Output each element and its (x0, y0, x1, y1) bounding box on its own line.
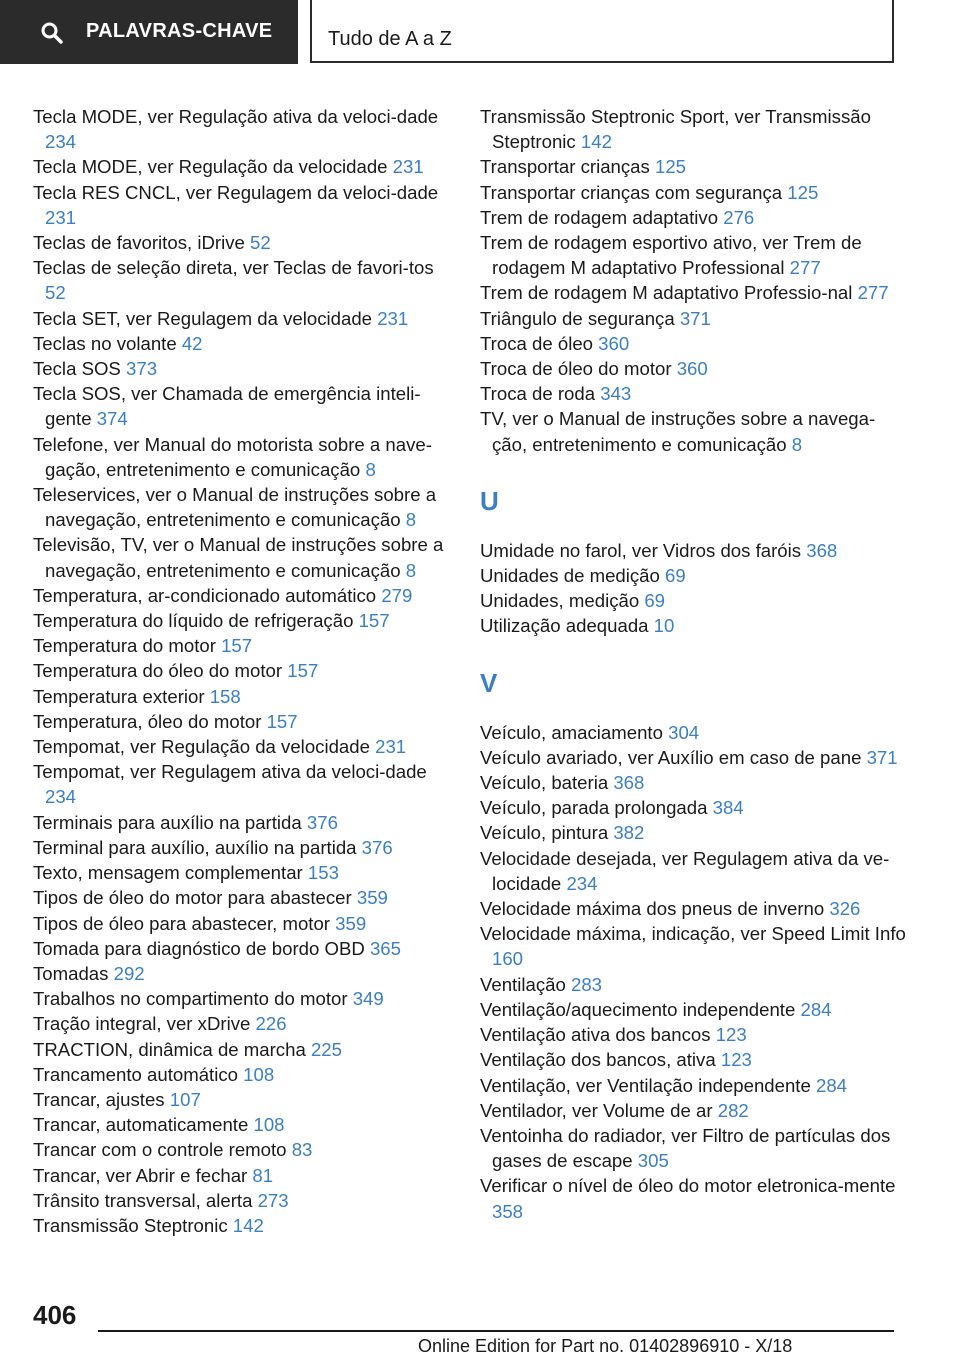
index-entry (33, 734, 453, 759)
index-entry (480, 406, 910, 456)
index-entry (33, 911, 453, 936)
index-entry (480, 820, 910, 845)
page-link[interactable]: 42 (181, 332, 203, 354)
index-entry (480, 154, 910, 179)
page-link[interactable]: 284 (800, 998, 832, 1020)
index-entry-text: Ventilação, ver Ventilação independente (480, 1074, 816, 1096)
index-entry-text: Temperatura exterior (33, 685, 210, 707)
index-entry (33, 104, 453, 154)
index-entry-text: Terminal para auxílio, auxílio na partida (33, 836, 362, 858)
index-entry (33, 684, 453, 709)
index-entry (480, 104, 910, 154)
page-link[interactable]: 374 (96, 408, 128, 430)
index-entry-text: Ventilação (480, 973, 571, 995)
index-entry-text: Verificar o nível de óleo do motor eletronica‐mente (480, 1175, 896, 1197)
page-link[interactable]: 108 (243, 1063, 275, 1085)
page-link[interactable]: 358 (492, 1200, 524, 1222)
index-entry-text: Umidade no farol, ver Vidros dos faróis (480, 539, 807, 561)
page-link[interactable]: 277 (857, 282, 889, 304)
index-entry (480, 997, 910, 1022)
page-link[interactable]: 234 (45, 131, 77, 153)
index-entry-text: Veículo, amaciamento (480, 721, 669, 743)
page-link[interactable]: 10 (653, 615, 675, 637)
page-link[interactable]: 365 (369, 937, 401, 959)
page-link[interactable]: 160 (492, 948, 524, 970)
index-entry-text: Tecla SOS (33, 358, 127, 380)
index-entry-text: Ventilador, ver Volume de ar (480, 1099, 718, 1121)
page-link[interactable]: 153 (307, 862, 339, 884)
index-entry (33, 306, 453, 331)
index-entry-text: Troca de óleo do motor (480, 358, 677, 380)
a-to-z-tab-label: Tudo de A a Z (328, 28, 452, 50)
index-entry-text: Teleservices, ver o Manual de instruções sobre a navegação, entretenimento e comunicação (33, 484, 437, 531)
index-entry (480, 205, 910, 230)
page-link[interactable]: 226 (255, 1013, 287, 1035)
index-entry (480, 1098, 910, 1123)
index-entry (33, 1011, 453, 1036)
index-entry-text: Tomadas (33, 962, 114, 984)
page-link[interactable]: 360 (676, 358, 708, 380)
page-link[interactable]: 304 (668, 721, 700, 743)
page-link[interactable]: 52 (45, 282, 66, 304)
page-link[interactable]: 283 (570, 973, 603, 995)
index-entry (33, 885, 453, 910)
page-link[interactable]: 284 (815, 1074, 848, 1096)
index-entry-text: Velocidade máxima, indicação, ver Speed Limit Info (480, 923, 906, 945)
page-link[interactable]: 292 (113, 962, 145, 984)
page-link[interactable]: 123 (715, 1024, 747, 1046)
page-link[interactable]: 371 (679, 307, 711, 329)
index-entry-text: Veículo, pintura (480, 822, 614, 844)
index-entry-text: Unidades de medição (480, 565, 666, 587)
index-entry (480, 1047, 910, 1072)
index-entry (33, 1112, 453, 1137)
a-to-z-tab[interactable] (310, 0, 894, 63)
index-entry (480, 1073, 910, 1098)
index-entry (480, 588, 910, 613)
index-entry (33, 230, 453, 255)
index-entry (480, 306, 910, 331)
index-entry (33, 835, 453, 860)
index-entry-text: Ventoinha do radiador, ver Filtro de partículas dos gases de escape (480, 1124, 891, 1172)
index-entry (480, 795, 910, 820)
page-link[interactable]: 368 (806, 539, 838, 561)
keywords-tab[interactable] (0, 0, 298, 64)
page-link[interactable]: 359 (335, 912, 367, 934)
index-entry-text: Telefone, ver Manual do motorista sobre a nave‐gação, entretenimento e comunicação (33, 433, 432, 480)
index-entry-text: Trancar com o controle remoto (33, 1139, 292, 1161)
index-entry (33, 658, 453, 683)
index-entry-text: Transmissão Steptronic (33, 1214, 233, 1236)
page-link[interactable]: 142 (580, 131, 612, 153)
index-entry (33, 1213, 453, 1238)
index-entry-text: Veículo avariado, ver Auxílio em caso de pane (480, 746, 867, 768)
page-link[interactable]: 373 (126, 358, 158, 380)
index-entry-text: Troca de roda (480, 383, 601, 405)
page-link[interactable]: 376 (306, 811, 338, 833)
index-entry (33, 154, 453, 179)
index-entry (33, 381, 453, 431)
page-link[interactable]: 157 (358, 610, 390, 632)
index-entry-text: Tecla SET, ver Regulagem da velocidade (33, 307, 378, 329)
page-link[interactable]: 382 (613, 822, 645, 844)
index-entry-text: Tecla SOS, ver Chamada de emergência inteli‐gente (33, 383, 421, 430)
index-entry-text: Transmissão Steptronic Sport, ver Transmissão Steptronic (480, 106, 871, 153)
page-link[interactable]: 8 (365, 458, 376, 480)
index-entry (33, 608, 453, 633)
index-entry-text: Tomada para diagnóstico de bordo OBD (33, 937, 370, 959)
page-link[interactable]: 273 (257, 1189, 289, 1211)
index-entry (33, 1163, 453, 1188)
page-link[interactable]: 107 (169, 1088, 201, 1110)
index-entry-text: Ventilação dos bancos, ativa (480, 1049, 721, 1071)
index-entry-text: Troca de óleo (480, 332, 599, 354)
index-entry-text: Temperatura do óleo do motor (33, 660, 288, 682)
index-entry-text: Velocidade desejada, ver Regulagem ativa da ve‐locidade (480, 847, 890, 894)
index-entry (480, 280, 910, 305)
index-entry-text: Tração integral, ver xDrive (33, 1013, 256, 1035)
index-entry-text: Trem de rodagem M adaptativo Professio‐nal (480, 282, 858, 304)
index-entry-text: Transportar crianças (480, 156, 655, 178)
page-link[interactable]: 158 (209, 685, 241, 707)
page-link[interactable]: 108 (253, 1114, 285, 1136)
index-entry-text: Temperatura do líquido de refrigeração (33, 610, 359, 632)
index-entry-text: Temperatura do motor (33, 635, 222, 657)
index-entry-text: Tecla MODE, ver Regulação da velocidade (33, 156, 393, 178)
index-entry (33, 432, 453, 482)
footer-divider (98, 1330, 894, 1332)
page-link[interactable]: 157 (287, 660, 319, 682)
page-link[interactable]: 231 (45, 206, 77, 228)
index-entry-text: Trânsito transversal, alerta (33, 1189, 258, 1211)
index-entry-text: Tipos de óleo do motor para abastecer (33, 887, 357, 909)
page-link[interactable]: 52 (250, 232, 271, 254)
page-link[interactable]: 231 (375, 736, 407, 758)
page-link[interactable]: 123 (720, 1049, 752, 1071)
index-entry-text: Trancar, ver Abrir e fechar (33, 1164, 253, 1186)
page-link[interactable]: 305 (637, 1150, 669, 1172)
index-entry-text: Teclas de seleção direta, ver Teclas de favori‐tos (33, 257, 434, 279)
index-entry (480, 230, 910, 280)
page-link[interactable]: 234 (45, 786, 77, 808)
page-link[interactable]: 279 (381, 584, 413, 606)
page-link[interactable]: 157 (221, 635, 253, 657)
index-entry-text: Trem de rodagem esportivo ativo, ver Trem de rodagem M adaptativo Professional (480, 232, 862, 279)
index-entry (480, 331, 910, 356)
section-letter-u: U (480, 485, 499, 516)
page-link[interactable]: 125 (787, 181, 819, 203)
index-entry (480, 921, 910, 971)
index-entry-text: Ventilação ativa dos bancos (480, 1024, 716, 1046)
index-entry (480, 896, 910, 921)
index-entry (33, 961, 453, 986)
index-entry-text: Trabalhos no compartimento do motor (33, 988, 353, 1010)
index-entry (480, 1173, 910, 1223)
index-entry (480, 846, 910, 896)
page-link[interactable]: 8 (405, 559, 417, 581)
page-link[interactable]: 349 (352, 988, 384, 1010)
page-link[interactable]: 8 (791, 433, 803, 455)
page-link[interactable]: 343 (600, 383, 632, 405)
page-link[interactable]: 360 (598, 332, 630, 354)
page-link[interactable]: 125 (654, 156, 687, 178)
index-entry (33, 1037, 453, 1062)
index-entry-text: Televisão, TV, ver o Manual de instruções sobre a navegação, entretenimento e comunicação (33, 534, 444, 581)
footer-edition: Online Edition for Part no. 01402896910 - X/18 (418, 1336, 793, 1356)
page-number: 406 (33, 1300, 77, 1330)
index-entry (480, 770, 910, 795)
page-header (0, 0, 960, 66)
index-entry-text: Trem de rodagem adaptativo (480, 206, 724, 228)
page-link[interactable]: 142 (232, 1214, 264, 1236)
index-entry (33, 1137, 453, 1162)
index-entry (33, 810, 453, 835)
index-entry (480, 720, 910, 745)
page-link[interactable]: 69 (665, 565, 686, 587)
index-entry-text: Trancamento automático (33, 1063, 244, 1085)
page-link[interactable]: 376 (361, 836, 393, 858)
index-entry (480, 1123, 910, 1173)
index-entry (33, 356, 453, 381)
index-entry-text: Utilização adequada (480, 615, 654, 637)
index-entry (480, 613, 910, 638)
page-link[interactable]: 69 (644, 590, 666, 612)
index-entry-text: Tecla MODE, ver Regulação ativa da veloci‐dade (33, 106, 439, 127)
page-link[interactable]: 8 (405, 509, 417, 531)
index-entry-text: Tecla RES CNCL, ver Regulagem da veloci‐dade (33, 181, 439, 203)
page-link[interactable]: 225 (310, 1038, 342, 1060)
index-entry (33, 331, 453, 356)
index-entry-text: Temperatura, ar-condicionado automático (33, 584, 382, 606)
index-entry (480, 563, 910, 588)
index-entry (33, 532, 453, 582)
index-entry (33, 1062, 453, 1087)
index-column-right (480, 104, 910, 1224)
page-link[interactable]: 81 (252, 1164, 274, 1186)
page-link[interactable]: 231 (392, 156, 424, 178)
index-entry (33, 1188, 453, 1213)
index-entry-text: Teclas no volante (33, 332, 182, 354)
page-link[interactable]: 368 (613, 772, 645, 794)
index-entry-text: Velocidade máxima dos pneus de inverno (480, 898, 830, 920)
index-entry-text: Temperatura, óleo do motor (33, 710, 267, 732)
page-link[interactable]: 359 (356, 887, 388, 909)
page-link[interactable]: 371 (866, 746, 898, 768)
index-entry (33, 1087, 453, 1112)
page-link[interactable]: 276 (723, 206, 755, 228)
index-entry (33, 759, 453, 809)
index-entry-text: Teclas de favoritos, iDrive (33, 232, 251, 254)
index-entry (480, 538, 910, 563)
index-entry-text: Ventilação/aquecimento independente (480, 998, 801, 1020)
page-link[interactable]: 83 (291, 1139, 313, 1161)
index-entry (480, 180, 910, 205)
index-entry (480, 356, 910, 381)
index-entry (480, 381, 910, 406)
index-entry (480, 972, 910, 997)
page-link[interactable]: 326 (829, 898, 861, 920)
index-entry (33, 709, 453, 734)
keywords-tab-label: PALAVRAS-CHAVE (86, 20, 273, 42)
index-entry-text: Unidades, medição (480, 590, 645, 612)
index-entry (33, 583, 453, 608)
index-entry-text: Tempomat, ver Regulagem ativa da veloci‐dade (33, 761, 427, 783)
page-link[interactable]: 282 (717, 1099, 749, 1121)
index-entry-text: Texto, mensagem complementar (33, 862, 308, 884)
index-entry (33, 936, 453, 961)
index-entry-text: Trancar, ajustes (33, 1088, 170, 1110)
index-entry (480, 1022, 910, 1047)
index-column-left (33, 104, 453, 1238)
index-entry-text: Triângulo de segurança (480, 307, 680, 329)
page-link[interactable]: 157 (266, 710, 298, 732)
index-entry-text: Trancar, automaticamente (33, 1114, 254, 1136)
page-link[interactable]: 231 (377, 307, 409, 329)
index-entry-text: Veículo, bateria (480, 772, 614, 794)
search-icon (40, 21, 64, 45)
index-entry (33, 255, 453, 305)
page-link[interactable]: 234 (566, 872, 598, 894)
index-entry-text: Tipos de óleo para abastecer, motor (33, 912, 336, 934)
page-link[interactable]: 384 (712, 797, 744, 819)
index-entry (33, 860, 453, 885)
index-entry-text: TV, ver o Manual de instruções sobre a navega‐ção, entretenimento e comunicação (480, 408, 876, 455)
index-entry (33, 482, 453, 532)
section-letter-v: V (480, 667, 498, 698)
index-entry-text: Tempomat, ver Regulação da velocidade (33, 736, 376, 758)
index-entry (33, 986, 453, 1011)
index-entry-text: Terminais para auxílio na partida (33, 811, 307, 833)
index-entry (33, 633, 453, 658)
index-entry-text: Veículo, parada prolongada (480, 797, 713, 819)
index-entry-text: Transportar crianças com segurança (480, 181, 788, 203)
index-entry-text: TRACTION, dinâmica de marcha (33, 1038, 311, 1060)
index-entry (33, 180, 453, 230)
index-entry (480, 745, 910, 770)
page-link[interactable]: 277 (789, 257, 821, 279)
